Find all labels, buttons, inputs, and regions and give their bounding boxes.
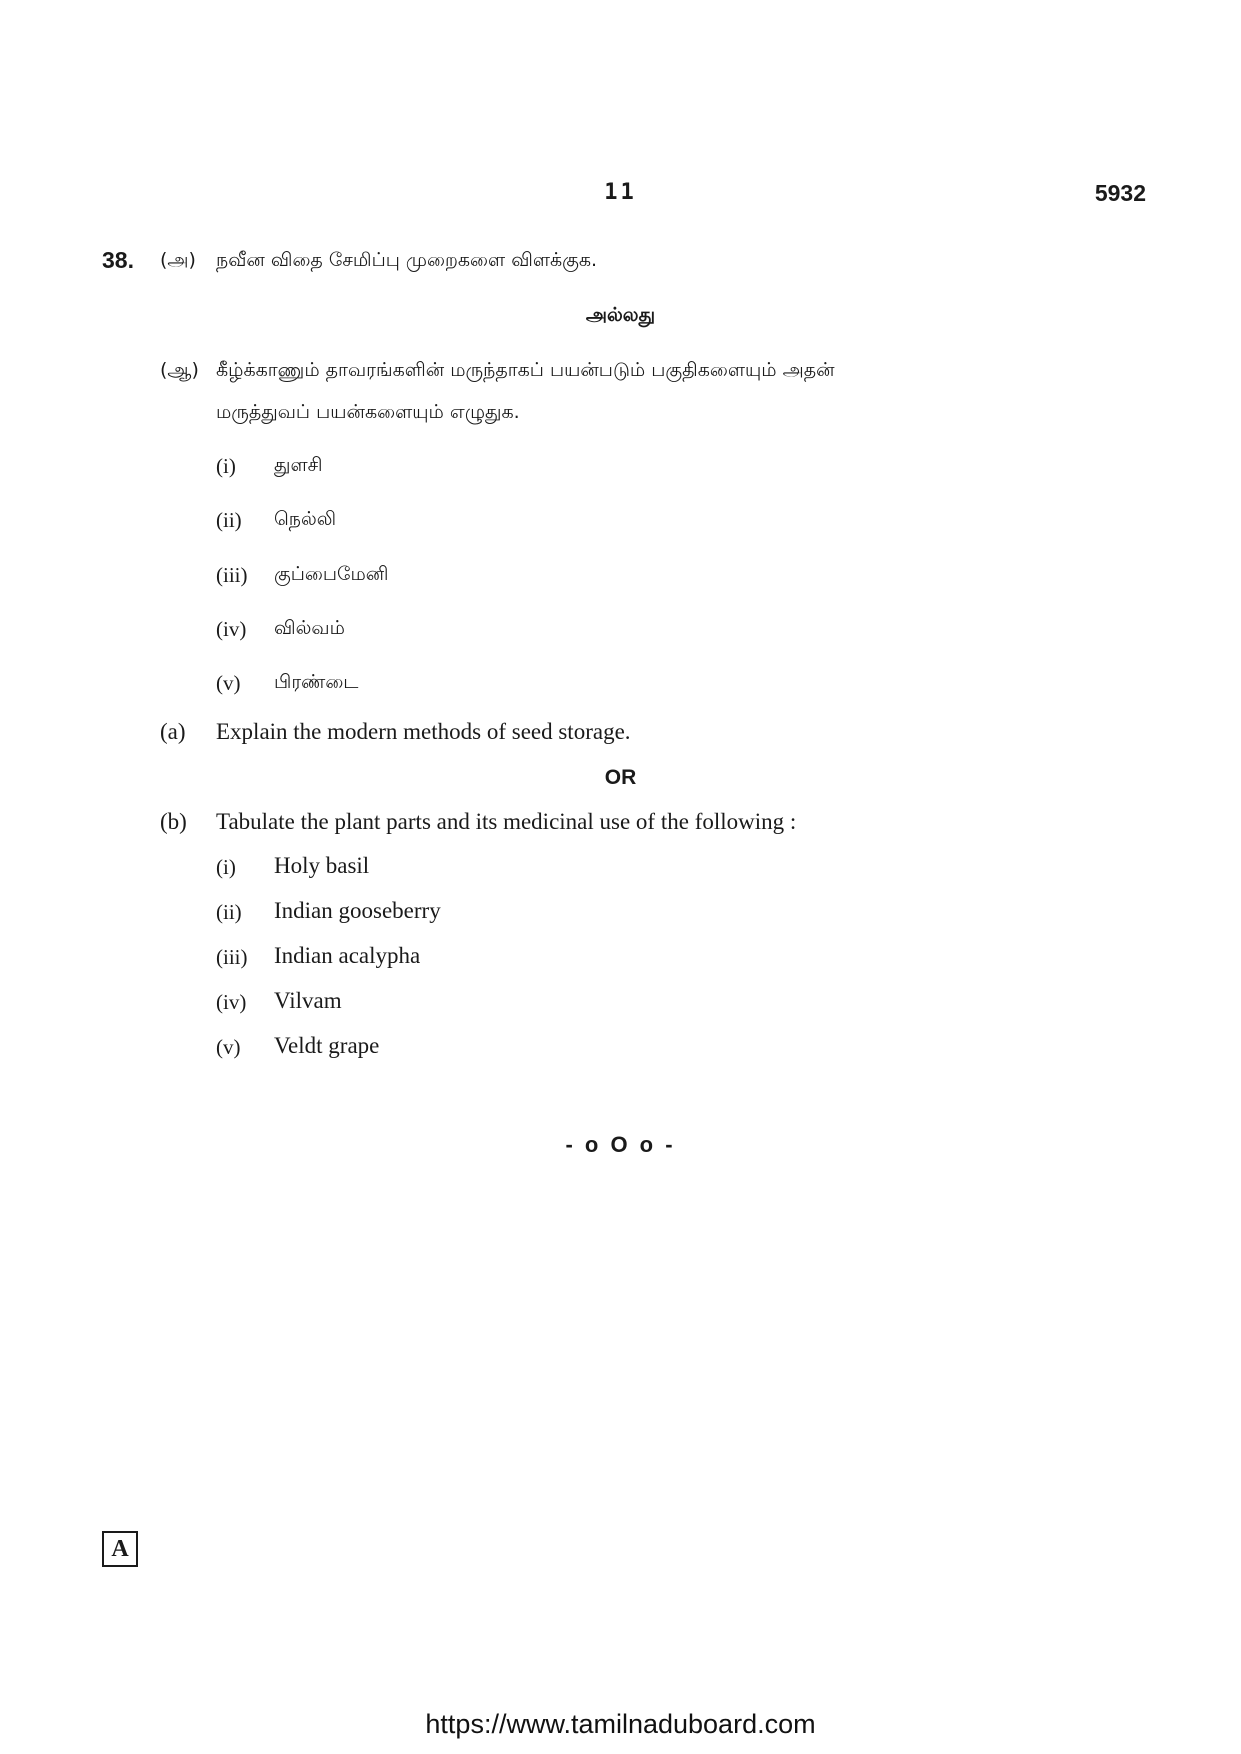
end-of-paper-mark: - o O o - xyxy=(565,1132,676,1157)
paper-code: 5932 xyxy=(1094,180,1146,206)
tamil-item-text: பிரண்டை xyxy=(274,671,359,693)
page-number: 11 xyxy=(604,180,637,205)
tamil-item-label: (iv) xyxy=(216,617,247,641)
english-item-text: Veldt grape xyxy=(274,1033,380,1058)
english-or: OR xyxy=(604,766,637,789)
tamil-b-line1: கீழ்க்காணும் தாவரங்களின் மருந்தாகப் பயன்படும் பகுதிகளையும் அதன் xyxy=(216,359,835,381)
version-box: A xyxy=(102,1531,138,1567)
english-b-text: Tabulate the plant parts and its medicinal use of the following : xyxy=(216,809,797,834)
question-number: 38. xyxy=(102,247,134,273)
tamil-item-label: (i) xyxy=(216,454,236,478)
english-item-label: (v) xyxy=(216,1035,241,1059)
tamil-a-text: நவீன விதை சேமிப்பு முறைகளை விளக்குக. xyxy=(216,249,598,271)
english-item-text: Indian gooseberry xyxy=(274,898,441,923)
english-b-label: (b) xyxy=(160,809,187,834)
tamil-item-label: (ii) xyxy=(216,508,242,532)
tamil-b-line2: மருத்துவப் பயன்களையும் எழுதுக. xyxy=(216,401,520,423)
tamil-item-label: (v) xyxy=(216,671,241,695)
tamil-item-text: வில்வம் xyxy=(274,617,345,639)
source-url[interactable]: https://www.tamilnaduboard.com xyxy=(425,1709,816,1739)
english-item-text: Indian acalypha xyxy=(274,943,421,968)
tamil-or: அல்லது xyxy=(585,304,656,326)
tamil-item-text: துளசி xyxy=(274,454,323,476)
tamil-item-text: குப்பைமேனி xyxy=(274,563,389,585)
english-a-label: (a) xyxy=(160,719,186,744)
english-item-label: (iii) xyxy=(216,945,248,969)
english-item-text: Vilvam xyxy=(274,988,342,1013)
tamil-b-label: (ஆ) xyxy=(160,359,199,381)
tamil-a-label: (அ) xyxy=(160,249,196,271)
english-a-text: Explain the modern methods of seed storage. xyxy=(216,719,631,744)
english-item-label: (iv) xyxy=(216,990,247,1014)
english-item-text: Holy basil xyxy=(274,853,370,878)
tamil-item-text: நெல்லி xyxy=(274,508,337,530)
english-item-label: (ii) xyxy=(216,900,242,924)
english-item-label: (i) xyxy=(216,855,236,879)
tamil-item-label: (iii) xyxy=(216,563,248,587)
